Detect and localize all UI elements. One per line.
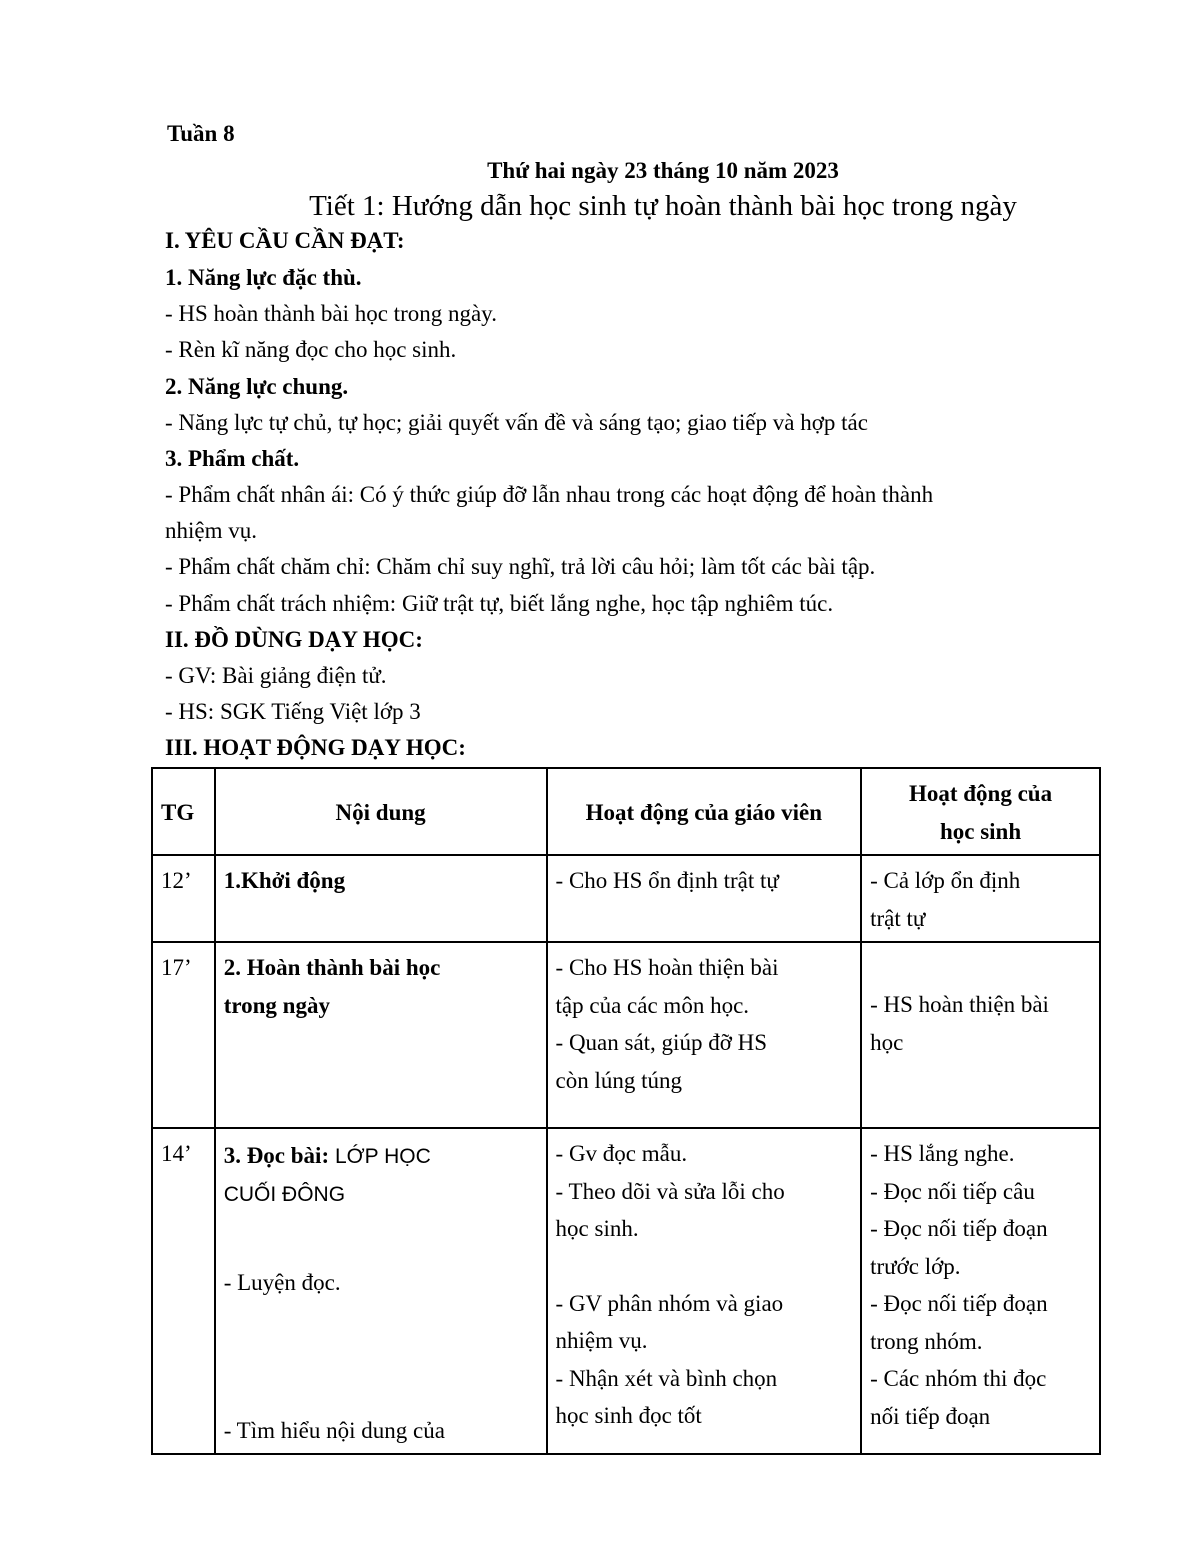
cell-line: - Gv đọc mẫu. [555,1141,688,1166]
cell-student [861,1128,1100,1454]
list-item: - HS: SGK Tiếng Việt lớp 3 [165,699,421,724]
cell-time: 17’ [152,942,215,1128]
cell-teacher: - Cho HS ổn định trật tự [547,855,862,942]
cell-line: - Tìm hiểu nội dung của [223,1417,445,1443]
cell-line: - Đọc nối tiếp câu [870,1178,1035,1204]
section1-heading: I. YÊU CẦU CẦN ĐẠT: [165,228,405,253]
cell-line: trong nhóm. [870,1328,983,1354]
list-item: - Phẩm chất trách nhiệm: Giữ trật tự, biết lắng nghe, học tập nghiêm túc. [165,591,834,616]
subheading-qualities: 3. Phẩm chất. [165,446,300,471]
cell-content [215,942,547,1128]
cell-line: - GV phân nhóm và giao [555,1290,784,1316]
header-content: Nội dung [215,768,547,855]
section3-heading: III. HOẠT ĐỘNG DẠY HỌC: [165,735,466,760]
header-student [861,768,1100,855]
cell-line: - HS lắng nghe. [870,1141,1015,1166]
list-item: - Phẩm chất nhân ái: Có ý thức giúp đỡ lẫn nhau trong các hoạt động để hoàn thành [165,482,934,507]
header-student-line: học sinh [939,818,1022,844]
reading-label: 3. Đọc bài: [223,1143,330,1168]
date-line: Thứ hai ngày 23 tháng 10 năm 2023 [487,158,839,183]
cell-student [861,942,1100,1128]
subheading-specific: 1. Năng lực đặc thù. [165,265,362,290]
list-item: - Phẩm chất chăm chỉ: Chăm chỉ suy nghĩ, trả lời câu hỏi; làm tốt các bài tập. [165,554,876,579]
reading-title: LỚP HỌC [329,1145,431,1168]
list-item: - Năng lực tự chủ, tự học; giải quyết vấn đề và sáng tạo; giao tiếp và hợp tác [165,410,868,435]
lesson-title: Tiết 1: Hướng dẫn học sinh tự hoàn thành bài học trong ngày [309,190,1017,222]
cell-line: trật tự [870,905,926,931]
cell-teacher [547,1128,862,1454]
cell-line: - HS hoàn thiện bài [870,992,1049,1017]
list-item: - GV: Bài giảng điện tử. [165,663,387,688]
cell-line: nhiệm vụ. [555,1328,648,1353]
cell-line: nối tiếp đoạn [870,1403,991,1429]
cell-line: - Đọc nối tiếp đoạn [870,1291,1048,1316]
cell-teacher [547,942,862,1128]
cell-line: học sinh. [555,1216,639,1241]
table-row [152,1128,1100,1454]
cell-line: - Cả lớp ổn định [870,868,1021,893]
cell-line: - Cho HS hoàn thiện bài [555,955,779,980]
list-item: - Rèn kĩ năng đọc cho học sinh. [165,337,457,362]
cell-line: - Theo dõi và sửa lỗi cho [555,1178,785,1204]
cell-line: - Quan sát, giúp đỡ HS [555,1030,768,1055]
cell-line: 2. Hoàn thành bài học [223,955,441,980]
table-row [152,855,1100,942]
list-item-continuation: nhiệm vụ. [165,518,257,543]
header-student-line: Hoạt động của [908,781,1053,806]
reading-title-cont: CUỐI ĐÔNG [223,1182,346,1206]
cell-student [861,855,1100,942]
cell-line: - Các nhóm thi đọc [870,1366,1047,1391]
cell-line: - Nhận xét và bình chọn [555,1365,778,1391]
cell-content [215,1128,547,1454]
cell-line: còn lúng túng [555,1067,683,1093]
header-time: TG [152,768,215,855]
cell-line: - Đọc nối tiếp đoạn [870,1216,1048,1241]
cell-line: trước lớp. [870,1253,961,1279]
header-teacher: Hoạt động của giáo viên [547,768,862,855]
cell-time: 12’ [152,855,215,942]
cell-line: trong ngày [223,992,330,1018]
cell-time: 14’ [152,1128,215,1454]
cell-line: học sinh đọc tốt [555,1403,702,1428]
activity-table [151,767,1101,1455]
table-header-row [152,768,1100,855]
cell-line: tập của các môn học. [555,992,750,1018]
cell-line: học [870,1029,904,1055]
cell-line: - Luyện đọc. [223,1270,341,1295]
table-row [152,942,1100,1128]
section2-heading: II. ĐỒ DÙNG DẠY HỌC: [165,627,423,652]
cell-content: 1.Khởi động [215,855,547,942]
week-label: Tuần 8 [167,121,235,146]
subheading-general: 2. Năng lực chung. [165,374,349,399]
list-item: - HS hoàn thành bài học trong ngày. [165,301,497,326]
